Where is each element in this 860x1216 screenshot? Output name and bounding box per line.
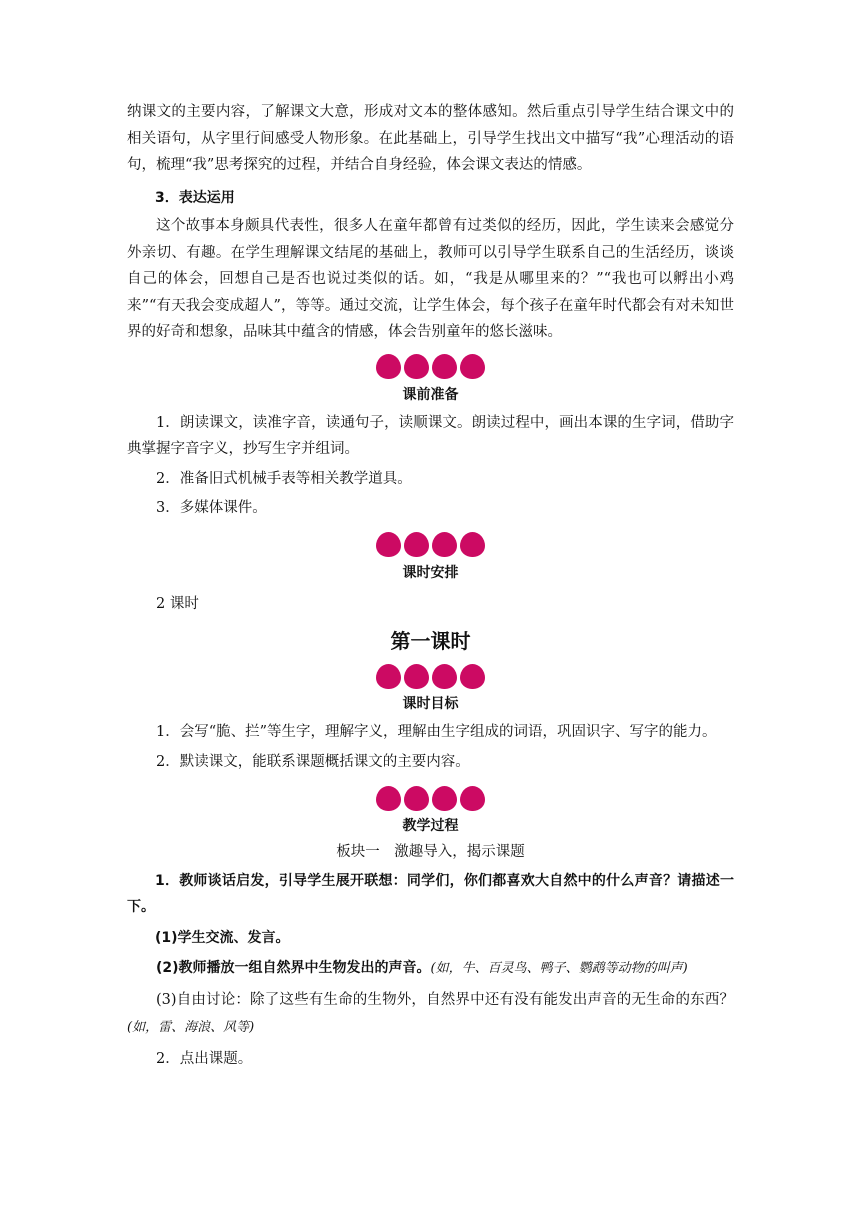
petal-icon <box>376 786 401 811</box>
section-decoration <box>127 661 734 691</box>
point3-heading: 3．表达运用 <box>155 189 235 206</box>
process-step-1: 1．教师谈话启发，引导学生展开联想：同学们，你们都喜欢大自然中的什么声音？请描述一 下。 <box>127 872 734 915</box>
petal-icon <box>404 664 429 689</box>
prep-item: 1．朗读课文，读准字音，读通句子，读顺课文。朗读过程中，画出本课的生字词，借助字典掌握字音字义，抄写生字并组词。 <box>127 414 734 457</box>
goal-item: 2．默读课文，能联系课题概括课文的主要内容。 <box>156 753 470 770</box>
process-sub-3 <box>127 987 734 1042</box>
petal-icon <box>376 532 401 557</box>
lesson-title: 第一课时 <box>390 629 471 653</box>
process-section-title: 教学过程 <box>402 818 459 834</box>
petal-icon <box>432 664 457 689</box>
petal-icon <box>404 786 429 811</box>
point3-paragraph: 这个故事本身颇具代表性，很多人在童年都曾有过类似的经历，因此，学生读来会感觉分外亲切、有趣。在学生理解课文结尾的基础上，教师可以引导学生联系自己的生活经历，谈谈自己的体会，回想自己是否也说过类似的话。如，“我是从哪里来的？”“我也可以孵出小鸡来”“有天我会变成超人”，等等。通过交流，让学生体会，每个孩子在童年时代都会有对未知世界的好奇和想象，品味其中蕴含的情感，体会告别童年的悠长滋味。 <box>127 218 734 340</box>
petal-icon <box>376 664 401 689</box>
prep-item: 3．多媒体课件。 <box>156 500 267 516</box>
schedule-text: 2 课时 <box>156 595 199 612</box>
schedule-section-title: 课时安排 <box>402 564 459 581</box>
goals-section-title: 课时目标 <box>402 696 459 712</box>
petal-icon <box>460 664 485 689</box>
process-sub-2 <box>127 955 734 983</box>
petal-icon <box>404 532 429 557</box>
process-sub-2-note: (如，牛、百灵鸟、鸭子、鹦鹉等动物的叫声) <box>430 961 688 976</box>
section-decoration <box>127 352 734 382</box>
petal-icon <box>376 354 401 379</box>
prep-section-title: 课前准备 <box>402 386 459 403</box>
prep-item: 2．准备旧式机械手表等相关教学道具。 <box>156 470 412 487</box>
content-column <box>127 0 734 1072</box>
process-sub-1: (1)学生交流、发言。 <box>155 929 290 946</box>
process-sub-3-note: (如，雷、海浪、风等) <box>127 1020 255 1035</box>
petal-icon <box>432 354 457 379</box>
section-decoration <box>127 783 734 813</box>
process-sub-2-main: (2)教师播放一组自然界中生物发出的声音。 <box>156 960 431 976</box>
section-decoration <box>127 530 734 560</box>
intro-paragraph-tail: 纳课文的主要内容，了解课文大意，形成对文本的整体感知。然后重点引导学生结合课文中的相关语句，从字里行间感受人物形象。在此基础上，引导学生找出文中描写“我”心理活动的语句，梳理“我”思考探究的过程，并结合自身经验，体会课文表达的情感。 <box>127 104 734 173</box>
process-step-2: 2．点出课题。 <box>156 1050 253 1067</box>
goal-item: 1．会写“脆、拦”等生字，理解字义，理解由生字组成的词语，巩固识字、写字的能力。 <box>156 724 717 740</box>
petal-icon <box>460 532 485 557</box>
petal-icon <box>404 354 429 379</box>
block-title: 板块一 激趣导入，揭示课题 <box>336 844 525 860</box>
petal-icon <box>432 786 457 811</box>
petal-icon <box>432 532 457 557</box>
petal-icon <box>460 354 485 379</box>
process-sub-3-main: (3)自由讨论：除了这些有生命的生物外，自然界中还有没有能发出声音的无生命的东西？ <box>156 991 734 1008</box>
petal-icon <box>460 786 485 811</box>
